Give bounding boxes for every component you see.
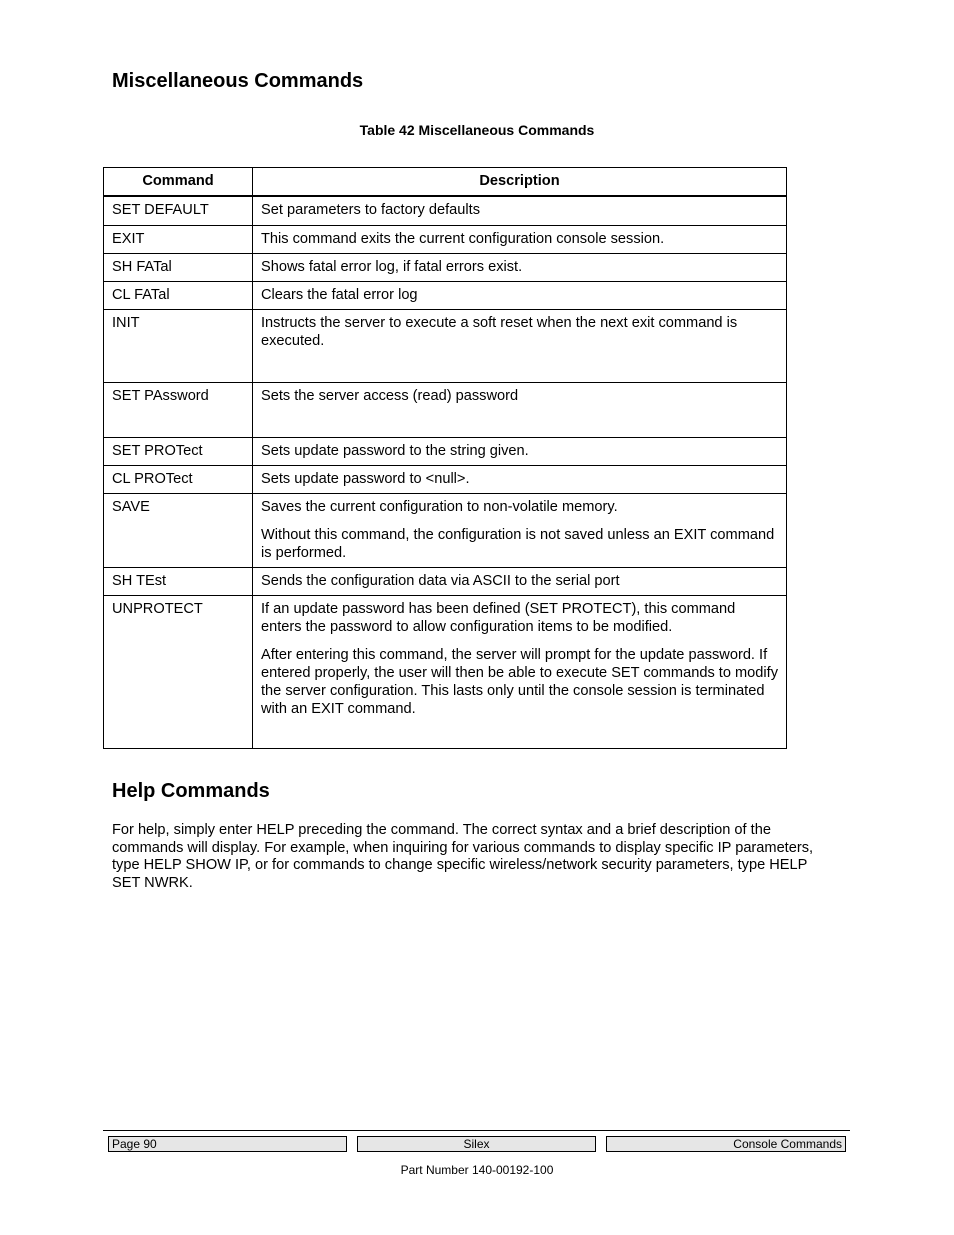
miscellaneous-commands-table [103, 167, 787, 749]
description-cell [253, 196, 787, 225]
table-row [104, 196, 787, 225]
help-paragraph: For help, simply enter HELP preceding the command. The correct syntax and a brief description of the commands will display. For example, when inquiring for various commands to display specific IP parameters, type HELP SHOW IP, or for commands to change specific wireless/network security parameters, type HELP SET NWRK. [112, 822, 814, 891]
table-row [104, 253, 787, 281]
description-cell [253, 493, 787, 567]
description-cell [253, 225, 787, 253]
command-cell: SET PAssword [104, 382, 253, 437]
description-cell [253, 253, 787, 281]
description-cell [253, 567, 787, 595]
command-cell: SH FATal [104, 253, 253, 281]
description-text: If an update password has been defined (SET PROTECT), this command enters the password to allow configuration items to be modified. [261, 600, 736, 635]
footer-divider [103, 1130, 850, 1131]
command-cell: SET PROTect [104, 437, 253, 465]
footer-company: Silex [357, 1136, 596, 1152]
section-heading-help: Help Commands [112, 780, 270, 802]
column-header-description: Description [253, 168, 787, 197]
description-cell [253, 595, 787, 748]
command-cell: EXIT [104, 225, 253, 253]
description-cell [253, 382, 787, 437]
table-row [104, 493, 787, 567]
description-text: Set parameters to factory defaults [261, 202, 481, 218]
description-text: Instructs the server to execute a soft reset when the next exit command is executed. [261, 314, 738, 349]
table-row [104, 281, 787, 309]
table-row [104, 225, 787, 253]
description-cell [253, 309, 787, 382]
table-row [104, 309, 787, 382]
description-text: Sends the configuration data via ASCII to the serial port [261, 572, 620, 589]
description-text: Clears the fatal error log [261, 286, 418, 303]
footer-chapter: Console Commands [606, 1136, 846, 1152]
description-text: Sets update password to the string given. [261, 442, 529, 459]
table-row [104, 437, 787, 465]
table-caption: Table 42 Miscellaneous Commands [359, 122, 595, 138]
table-row [104, 382, 787, 437]
section-heading-miscellaneous: Miscellaneous Commands [112, 70, 364, 92]
description-text: Shows fatal error log, if fatal errors exist. [261, 258, 523, 275]
description-text: Without this command, the configuration is not saved unless an EXIT command is performed. [261, 526, 775, 561]
footer-part-number: Part Number 140-00192-100 [400, 1163, 554, 1177]
table-header-row [104, 168, 787, 197]
table-row [104, 595, 787, 748]
command-cell: SET DEFAULT [104, 196, 253, 225]
description-text: Saves the current configuration to non-volatile memory. [261, 498, 618, 515]
command-cell: CL FATal [104, 281, 253, 309]
description-text: After entering this command, the server will prompt for the update password. If entered properly, the user will then be able to execute SET commands to modify the server configuration. This lasts only until the console session is terminated with an EXIT command. [261, 646, 779, 717]
description-text: Sets the server access (read) password [261, 387, 519, 404]
table-row [104, 567, 787, 595]
command-cell: INIT [104, 309, 253, 382]
command-cell: CL PROTect [104, 465, 253, 493]
command-cell: SAVE [104, 493, 253, 567]
table-row [104, 465, 787, 493]
column-header-command: Command [104, 168, 253, 197]
description-cell [253, 281, 787, 309]
description-text: Sets update password to <null>. [261, 470, 470, 487]
command-cell: SH TEst [104, 567, 253, 595]
description-cell [253, 437, 787, 465]
footer-page-number: Page 90 [108, 1136, 347, 1152]
description-cell [253, 465, 787, 493]
command-cell: UNPROTECT [104, 595, 253, 748]
description-text: This command exits the current configuration console session. [261, 230, 665, 247]
